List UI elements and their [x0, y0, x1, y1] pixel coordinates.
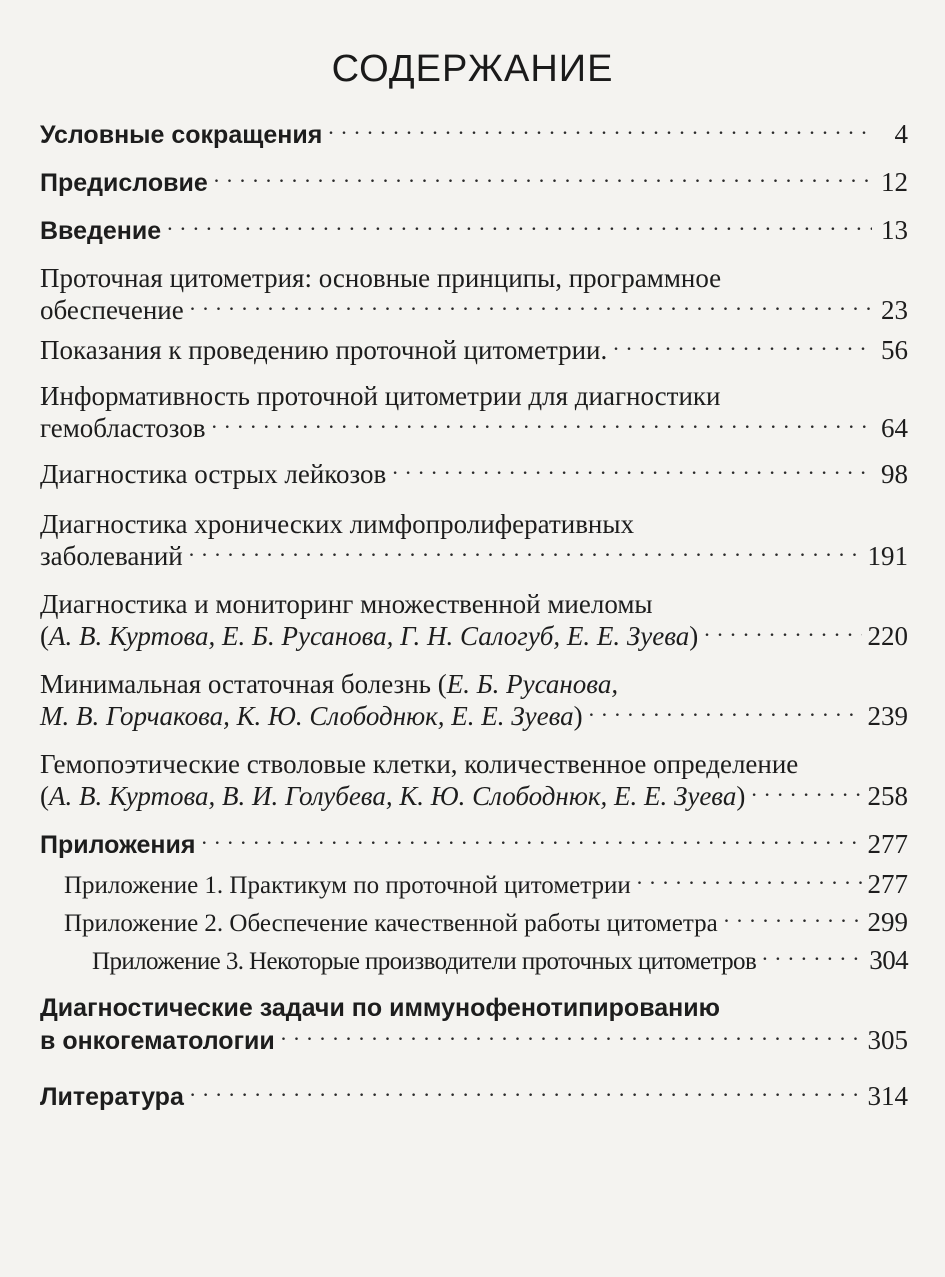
- dot-leader: [704, 625, 861, 645]
- toc-entry-chronic-lpd[interactable]: [40, 540, 908, 572]
- toc-entry-label: в онкогематологии: [40, 1027, 275, 1055]
- toc-entry-informativeness[interactable]: [40, 412, 908, 444]
- toc-entry-appendix-3[interactable]: [92, 944, 908, 978]
- toc-entry-mrd[interactable]: [40, 700, 908, 732]
- toc-entry-authors: М. В. Горчакова, К. Ю. Слободнюк, Е. Е. Зуева: [40, 701, 574, 731]
- dot-leader: [762, 949, 863, 969]
- dot-leader: [189, 545, 862, 565]
- toc-entry-appendix-1[interactable]: [64, 868, 908, 902]
- toc-page-number: 98: [881, 459, 908, 489]
- toc-entry-informativeness-line1[interactable]: Информативность проточной цитометрии для диагностики: [40, 381, 721, 411]
- toc-entry-label: (А. В. Куртова, Е. Б. Русанова, Г. Н. Салогуб, Е. Е. Зуева): [40, 621, 699, 651]
- toc-entry-label: заболеваний: [40, 541, 183, 571]
- dot-leader: [190, 299, 872, 319]
- dot-leader: [214, 171, 872, 191]
- toc-entry-preface[interactable]: [40, 166, 908, 199]
- toc-page-number: 258: [867, 781, 908, 811]
- toc-entry-introduction[interactable]: [40, 214, 908, 247]
- toc-page-number: 13: [881, 215, 908, 245]
- toc-page-number: 277: [867, 869, 908, 899]
- toc-entry-flow-cytometry-line1[interactable]: Проточная цитометрия: основные принципы, программное: [40, 263, 722, 293]
- toc-entry-label: Литература: [40, 1083, 184, 1111]
- toc-entry-flow-cytometry[interactable]: [40, 294, 908, 326]
- toc-entry-label: Предисловие: [40, 169, 208, 197]
- dot-leader: [751, 785, 861, 805]
- toc-entry-label: М. В. Горчакова, К. Ю. Слободнюк, Е. Е. Зуева): [40, 701, 583, 731]
- toc-entry-acute-leukemia[interactable]: [40, 458, 908, 490]
- toc-entry-label: Условные сокращения: [40, 121, 323, 149]
- toc-entry-label: Приложение 3. Некоторые производители проточных цитометров: [92, 948, 757, 975]
- dot-leader: [589, 705, 862, 725]
- dot-leader: [281, 1029, 862, 1049]
- toc-page-number: 239: [867, 701, 908, 731]
- toc-entry-references[interactable]: [40, 1080, 908, 1113]
- toc-entry-label: Диагностика острых лейкозов: [40, 459, 387, 489]
- toc-entry-label: Приложение 2. Обеспечение качественной работы цитометра: [64, 910, 718, 937]
- toc-page-number: 64: [881, 413, 908, 443]
- dot-leader: [724, 911, 862, 931]
- toc-entry-appendix-2[interactable]: [64, 906, 908, 940]
- dot-leader: [613, 339, 872, 359]
- toc-entry-appendices[interactable]: [40, 828, 908, 861]
- dot-leader: [637, 873, 862, 893]
- toc-page-number: 304: [869, 945, 908, 975]
- dot-leader: [190, 1085, 862, 1105]
- toc-entry-label: Приложения: [40, 831, 196, 859]
- dot-leader: [392, 463, 872, 483]
- toc-entry-authors: Е. Б. Русанова,: [446, 669, 619, 699]
- toc-page-number: 305: [867, 1025, 908, 1055]
- dot-leader: [167, 219, 872, 239]
- toc-page-number: 299: [867, 907, 908, 937]
- toc-page-number: 56: [881, 335, 908, 365]
- toc-entry-label: (А. В. Куртова, В. И. Голубева, К. Ю. Слободнюк, Е. Е. Зуева): [40, 781, 746, 811]
- toc-page-number: 314: [867, 1081, 908, 1111]
- toc-entry-myeloma-line1[interactable]: Диагностика и мониторинг множественной миеломы: [40, 589, 653, 619]
- toc-page-number: 4: [894, 119, 908, 149]
- toc-entry-label: Показания к проведению проточной цитометрии.: [40, 335, 608, 365]
- toc-entry-label: Приложение 1. Практикум по проточной цитометрии: [64, 872, 631, 899]
- toc-entry-chronic-lpd-line1[interactable]: Диагностика хронических лимфопролиферативных: [40, 509, 635, 539]
- dot-leader: [328, 123, 872, 143]
- toc-page-number: 12: [881, 167, 908, 197]
- toc-page-number: 191: [867, 541, 908, 571]
- toc-entry-myeloma[interactable]: [40, 620, 908, 652]
- toc-entry-stem-cells[interactable]: [40, 780, 908, 812]
- toc-entry-diagnostic-tasks[interactable]: [40, 1024, 908, 1057]
- toc-entry-label: гемобластозов: [40, 413, 206, 443]
- toc-page-number: 277: [867, 829, 908, 859]
- toc-page-number: 220: [867, 621, 908, 651]
- toc-entry-diagnostic-tasks-line1[interactable]: Диагностические задачи по иммунофенотипированию: [40, 994, 720, 1022]
- dot-leader: [212, 417, 873, 437]
- toc-entry-authors: А. В. Куртова, Е. Б. Русанова, Г. Н. Салогуб, Е. Е. Зуева: [49, 621, 690, 651]
- toc-entry-label: обеспечение: [40, 295, 184, 325]
- toc-entry-label: Введение: [40, 217, 162, 245]
- toc-entry-mrd-line1[interactable]: Минимальная остаточная болезнь (Е. Б. Русанова,: [40, 669, 619, 699]
- toc-entry-authors: А. В. Куртова, В. И. Голубева, К. Ю. Слободнюк, Е. Е. Зуева: [49, 781, 737, 811]
- dot-leader: [201, 833, 861, 853]
- toc-entry-stem-cells-line1[interactable]: Гемопоэтические стволовые клетки, количественное определение: [40, 749, 799, 779]
- toc-entry-abbreviations[interactable]: [40, 118, 908, 151]
- toc-page-number: 23: [881, 295, 908, 325]
- toc-entry-indications[interactable]: [40, 334, 908, 366]
- page-title: СОДЕРЖАНИЕ: [331, 48, 614, 90]
